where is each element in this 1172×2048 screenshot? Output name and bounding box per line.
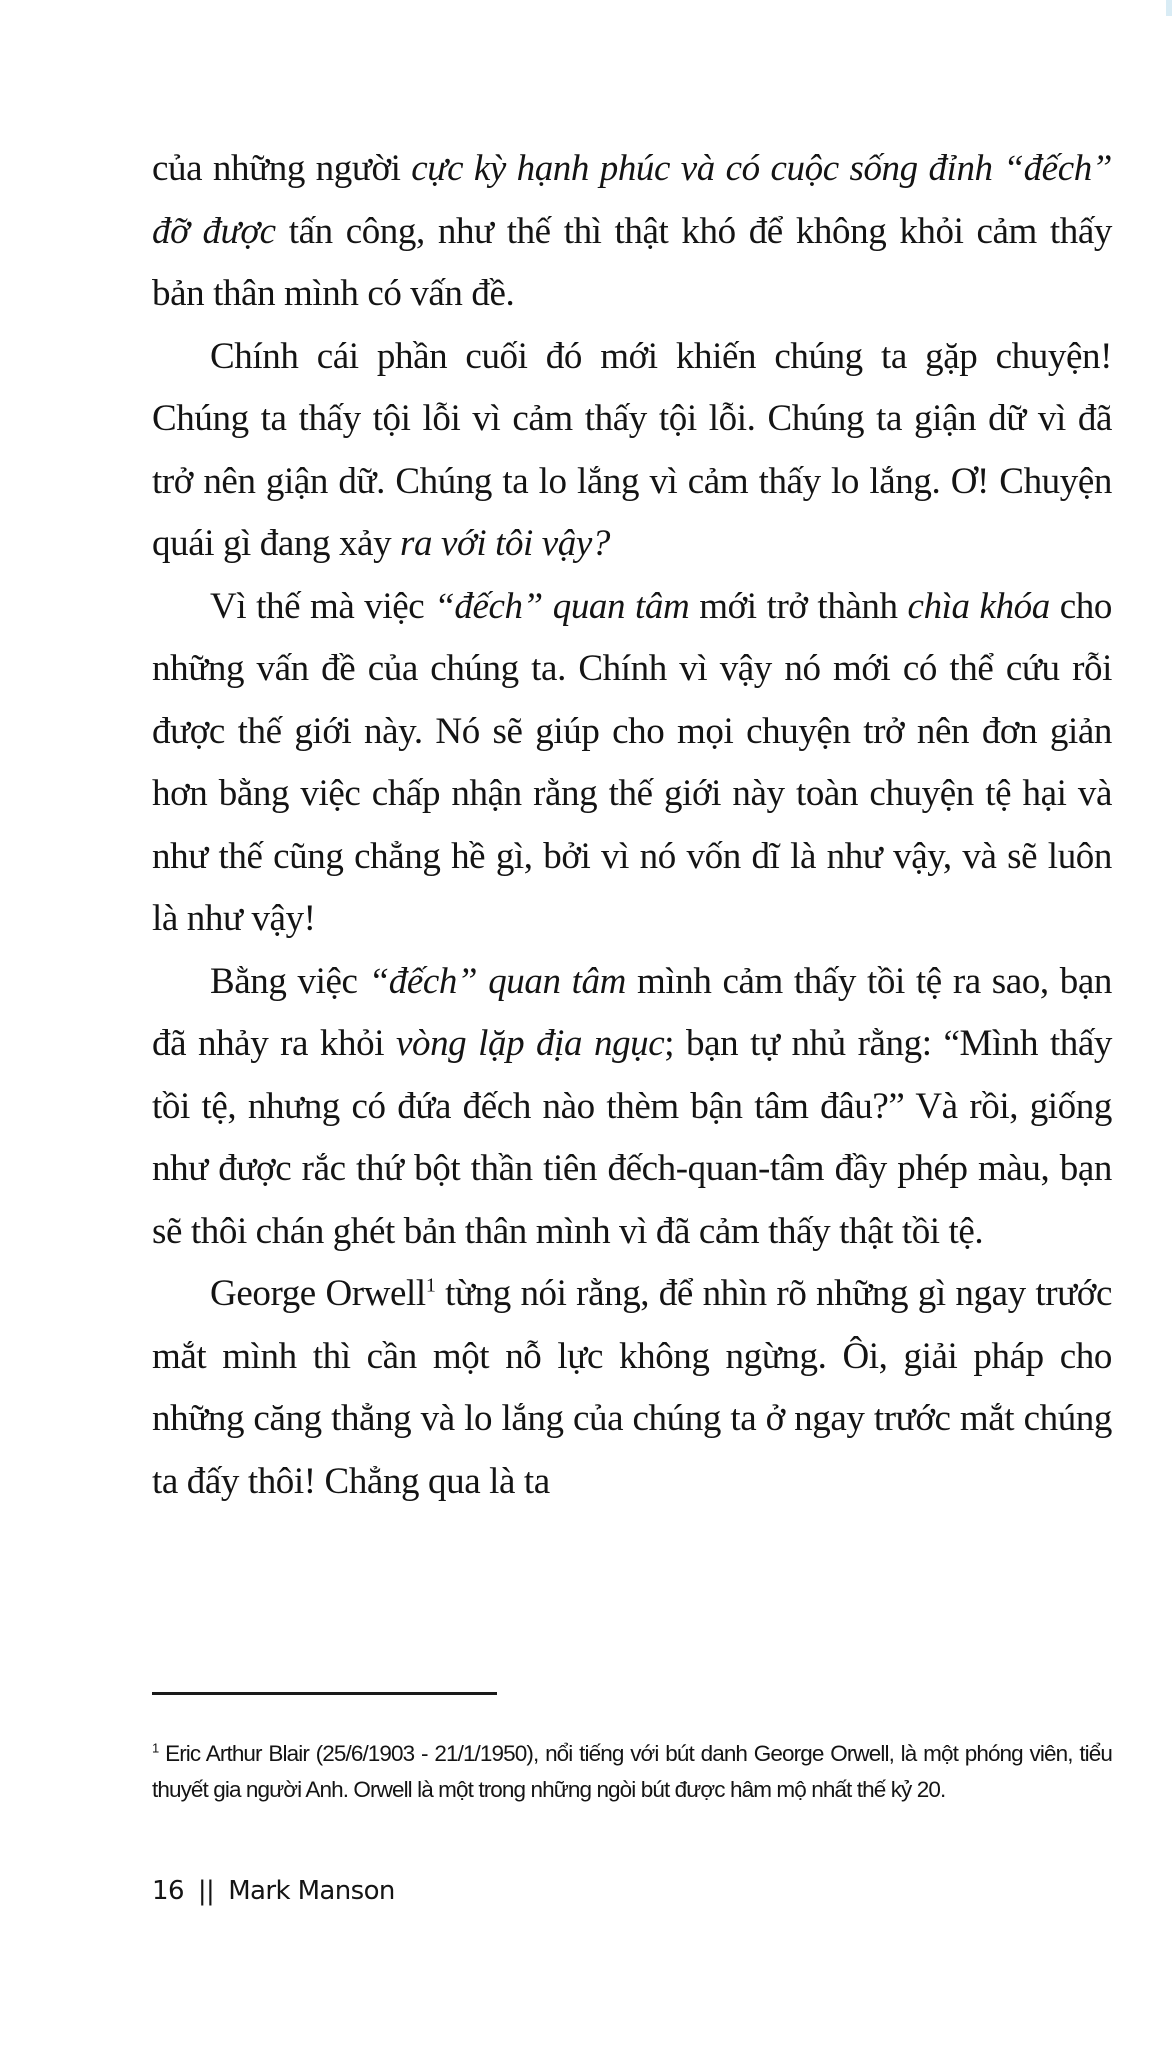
paragraph [152, 1263, 1112, 1513]
text-run: George Orwell [210, 1273, 426, 1314]
footer-separator: || [197, 1876, 215, 1906]
emphasis-text: “đếch” quan tâm [368, 960, 626, 1002]
text-run: tấn công, như thế thì thật khó để không khỏi cảm thấy bản thân mình có vấn đề. [152, 210, 1113, 314]
footnote [152, 1736, 1112, 1808]
text-run: của những người [152, 148, 412, 189]
page-footer [152, 1876, 395, 1906]
main-text [152, 138, 1112, 1513]
footnote-text: Eric Arthur Blair (25/6/1903 - 21/1/1950), nổi tiếng với bút danh George Orwell, là một phóng viên, tiểu thuyết gia người Anh. Orwell là một trong những ngòi bút được hâm mộ nhất thế kỷ 20. [152, 1741, 1112, 1802]
paragraph [152, 138, 1112, 326]
paragraph [152, 951, 1112, 1264]
text-run: từng nói rằng, để nhìn rõ những gì ngay trước mắt mình thì cần một nỗ lực không ngừng. Ôi, giải pháp cho những căng thẳng và lo lắng của chúng ta ở ngay trước mắt chúng ta đấy thôi! Chẳng qua là ta [152, 1273, 1112, 1502]
scan-edge-mark [1166, 0, 1172, 16]
page-number: 16 [152, 1876, 184, 1906]
footnote-reference: 1 [425, 1274, 436, 1297]
author-name: Mark Manson [228, 1876, 395, 1906]
emphasis-text: cực kỳ hạnh phúc và có cuộc sống đỉnh “đếch” đỡ được [152, 148, 1112, 252]
paragraph [152, 576, 1112, 951]
text-run: mới trở thành [689, 585, 908, 627]
emphasis-text: “đếch” quan tâm [434, 585, 690, 627]
text-run: Bằng việc [210, 960, 369, 1002]
emphasis-text: ra với tôi vậy? [400, 523, 611, 564]
text-run: mình cảm thấy tồi tệ ra sao, bạn đã nhảy ra khỏi [152, 960, 1112, 1064]
text-run: Vì thế mà việc [210, 585, 435, 627]
footnote-marker: 1 [152, 1740, 159, 1756]
text-run: cho những vấn đề của chúng ta. Chính vì vậy nó mới có thể cứu rỗi được thế giới này. Nó sẽ giúp cho mọi chuyện trở nên đơn giản hơn bằng việc chấp nhận rằng thế giới này toàn chuyện tệ hại và như thế cũng chẳng hề gì, bởi vì nó vốn dĩ là như vậy, và sẽ luôn là như vậy! [152, 585, 1112, 939]
paragraph [152, 326, 1112, 576]
footnote-divider [152, 1692, 497, 1695]
emphasis-text: chìa khóa [907, 585, 1050, 627]
emphasis-text: vòng lặp địa ngục [395, 1023, 665, 1064]
text-run: ; bạn tự nhủ rằng: “Mình thấy tồi tệ, nhưng có đứa đếch nào thèm bận tâm đâu?” Và rồi, giống như được rắc thứ bột thần tiên đếch-quan-tâm đầy phép màu, bạn sẽ thôi chán ghét bản thân mình vì đã cảm thấy thật tồi tệ. [152, 1023, 1113, 1252]
text-run: Chính cái phần cuối đó mới khiến chúng ta gặp chuyện! Chúng ta thấy tội lỗi vì cảm thấy tội lỗi. Chúng ta giận dữ vì đã trở nên giận dữ. Chúng ta lo lắng vì cảm thấy lo lắng. Ơ! Chuyện quái gì đang xảy [152, 335, 1112, 564]
